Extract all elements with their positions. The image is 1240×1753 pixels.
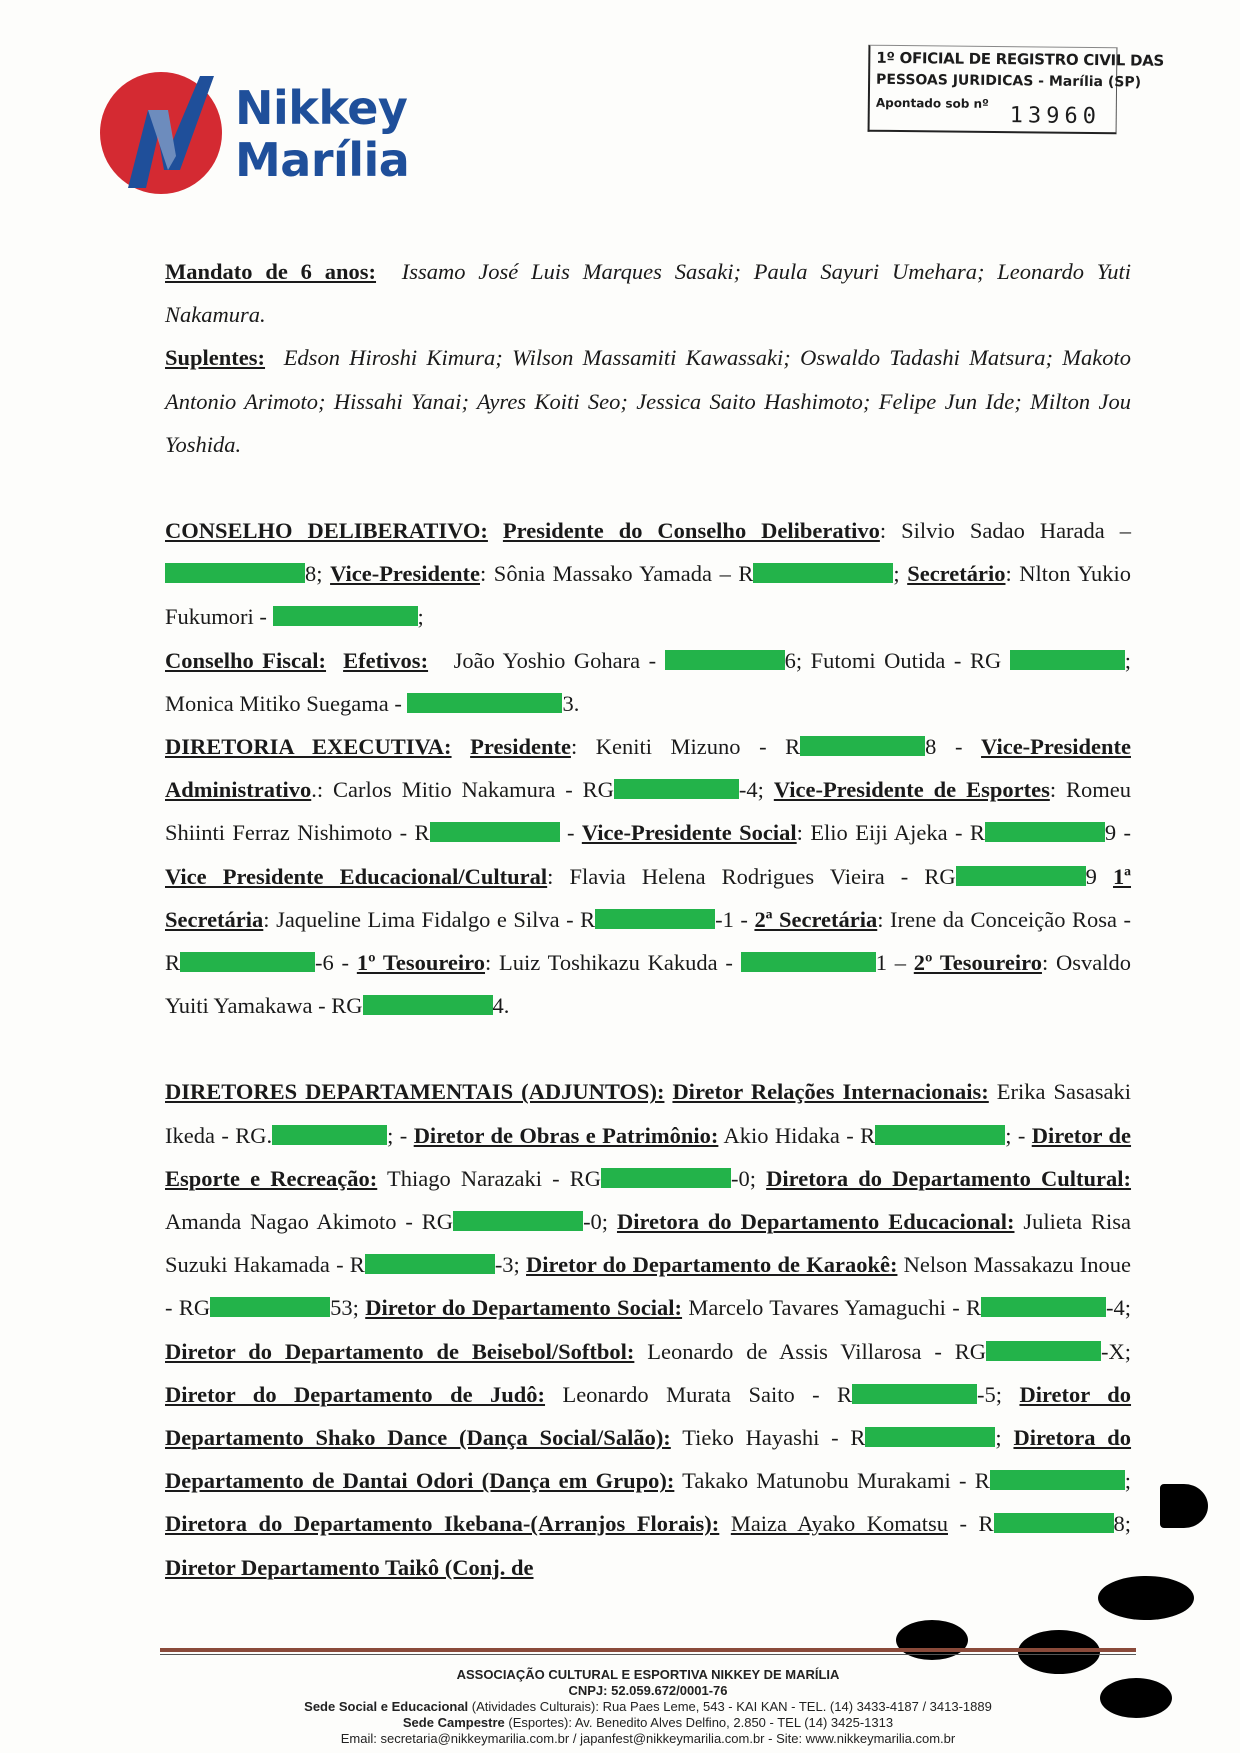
registry-stamp [868,45,1165,135]
logo-n-mark-icon [118,70,228,200]
text-fragment: -X; [1101,1338,1131,1364]
social-label: Diretor do Departamento Social: [365,1295,683,1321]
stamp-line-1: 1º OFICIAL DE REGISTRO CIVIL DAS [876,48,1165,70]
redaction-bar [753,563,893,583]
redaction-bar [986,1341,1101,1361]
esporte-label: Diretor de Esporte e Recreação: [165,1122,1132,1191]
departamentais-paragraph [165,1070,1131,1588]
text-fragment: 9 - [1104,820,1131,846]
text-fragment: - [566,820,575,846]
footer-sede-social [160,1699,1136,1715]
text-fragment: Marcelo Tavares Yamaguchi - R [688,1295,982,1321]
footer-cnpj: CNPJ: 52.059.672/0001-76 [568,1683,728,1698]
text-fragment: : Elio Eiji Ajeka - R [796,820,985,846]
text-fragment: ; [1124,1468,1131,1494]
text-fragment: ; - [387,1122,408,1148]
redaction-bar [180,952,315,972]
text-fragment: ; [417,604,424,630]
text-fragment: : Luiz Toshikazu Kakuda - [485,950,733,976]
text-fragment: -6 - [315,950,350,976]
text-fragment: .: Carlos Mitio Nakamura - RG [311,777,614,803]
sec1-label: 1ª Secretária [165,863,1132,932]
redaction-bar [365,1254,495,1274]
text-fragment: : Osvaldo Yuiti Yamakawa - RG [165,950,1131,1019]
diretoria-paragraph [165,725,1131,1027]
text-fragment: Takako Matunobu Murakami - R [682,1468,990,1494]
text-fragment: 9 [1085,863,1097,889]
beisebol-label: Diretor do Departamento de Beisebol/Softbol: [165,1338,635,1364]
text-fragment: Nelson Massakazu Inoue - RG [165,1252,1132,1321]
logo-line-1: Nikkey [235,81,408,135]
footer-title: ASSOCIAÇÃO CULTURAL E ESPORTIVA NIKKEY DE MARÍLIA [456,1667,840,1682]
text-fragment: : Irene da Conceição Rosa - R [165,906,1131,976]
redaction-bar [430,822,560,842]
text-fragment: ; Monica Mitiko Suegama - [165,647,1132,716]
document-body [165,250,1131,1589]
text-fragment: -4; [738,777,764,803]
footer-sede-campestre [160,1715,1136,1731]
cultural-label: Diretora do Departamento Cultural: [766,1165,1132,1191]
redaction-bar [614,779,739,799]
shako-label: Diretor do Departamento Shako Dance (Dança Social/Salão): [165,1381,1132,1451]
text-fragment: 6; Futomi Outida - RG [784,647,1002,673]
vp-social-label: Vice-Presidente Social [581,820,797,846]
redaction-bar [985,822,1105,842]
sec2-label: 2ª Secretária [754,906,878,932]
dantai-label: Diretora do Departamento de Dantai Odori (Dança em Grupo): [165,1425,1132,1494]
ink-blot [1098,1576,1194,1620]
text-fragment: -5; [977,1381,1003,1407]
text-fragment: -3; [494,1252,520,1278]
rel-label: Diretor Relações Internacionais: [672,1079,989,1105]
text-fragment: Julieta Risa Suzuki Hakamada - R [165,1209,1132,1278]
diretoria-label: DIRETORIA EXECUTIVA: [165,734,452,760]
text-fragment: 53; [330,1295,359,1321]
redaction-bar [273,606,418,626]
text-fragment: Akio Hidaka - R [723,1122,876,1148]
text-fragment: 8 - [925,734,963,760]
educacional-label: Diretora do Departamento Educacional: [616,1209,1015,1235]
text-fragment: João Yoshio Gohara - [453,647,665,673]
text-fragment: ; [995,1425,1002,1451]
diretoria-presidente-label: Presidente [470,734,571,760]
tes2-label: 2º Tesoureiro [913,950,1042,976]
redaction-bar [852,1384,977,1404]
stamp-line-2: PESSOAS JURIDICAS - Marília (SP) [876,71,1142,91]
text-fragment: 8; [1113,1511,1132,1537]
text-fragment: 4. [492,993,510,1019]
text-fragment: Tieko Hayashi - R [682,1425,866,1451]
text-fragment: Leonardo Murata Saito - R [562,1381,853,1407]
footer-rule [160,1648,1136,1652]
conselho-vice-text: : Sônia Massako Yamada – R [480,561,754,587]
nikkey-marilia-logo [100,70,420,200]
conselho-secretario-label: Secretário [907,561,1006,587]
text-fragment: Erika Sasasaki Ikeda - RG. [165,1079,1132,1148]
text-fragment: -1 - [715,906,748,932]
conselho-secretario-text: : Nlton Yukio Fukumori - [165,561,1131,630]
redaction-bar [665,650,785,670]
vp-esportes-label: Vice-Presidente de Esportes [773,777,1050,803]
sede-campestre-label: Sede Campestre [402,1715,505,1730]
stamp-number: 13960 [1009,103,1102,130]
conselho-paragraph [165,509,1131,639]
ink-blot [1160,1484,1208,1528]
redaction-bar [956,866,1086,886]
text-fragment: ; [893,561,900,587]
departamentais-label: DIRETORES DEPARTAMENTAIS (ADJUNTOS): [165,1079,665,1105]
sede-social-label: Sede Social e Educacional [304,1699,469,1714]
logo-line-2: Marília [235,133,410,187]
vp-administrativo-label: Vice-Presidente Administrativo [165,734,1131,803]
footer-rule-thin [160,1654,1136,1655]
redaction-bar [875,1125,1005,1145]
redaction-bar [994,1513,1114,1533]
redaction-bar [981,1297,1106,1317]
redaction-bar [990,1470,1125,1490]
text-fragment: -4; [1106,1295,1132,1321]
tes1-label: 1º Tesoureiro [356,950,486,976]
redaction-bar [210,1297,330,1317]
text-fragment: : Flavia Helena Rodrigues Vieira - RG [547,863,956,889]
fiscal-label: Conselho Fiscal: [165,647,327,673]
text-fragment: ; - [1005,1122,1026,1148]
taiko-label: Diretor Departamento Taikô (Conj. de [165,1554,534,1580]
logo-text [235,82,409,186]
redaction-bar [601,1168,731,1188]
text-fragment: 1 – [875,950,906,976]
mandato-text: Issamo José Luis Marques Sasaki; Paula Sayuri Umehara; Leonardo Yuti Nakamura. [165,259,1131,328]
fiscal-paragraph [165,639,1131,725]
text-fragment: - R [947,1511,994,1537]
conselho-label: CONSELHO DELIBERATIVO: [165,518,488,544]
text-fragment: 8; [305,561,323,587]
redaction-bar [865,1427,995,1447]
redaction-bar [165,563,305,583]
text-fragment: -0; [731,1165,756,1191]
redaction-bar [595,909,715,929]
text-fragment: : Jaqueline Lima Fidalgo e Silva - R [263,906,596,932]
sede-campestre-text: (Esportes): Av. Benedito Alves Delfino, 2.850 - TEL (14) 3425-1313 [508,1715,894,1730]
sede-social-text: (Atividades Culturais): Rua Paes Leme, 543 - KAI KAN - TEL. (14) 3433-4187 / 3413-1889 [471,1699,992,1714]
karaoke-label: Diretor do Departamento de Karaokê: [526,1252,898,1278]
mandato-label: Mandato de 6 anos: [165,259,377,284]
text-fragment: Amanda Nagao Akimoto - RG [165,1209,454,1235]
suplentes-text: Edson Hiroshi Kimura; Wilson Massamiti Kawassaki; Oswaldo Tadashi Matsura; Makoto Antonio Arimoto; Hissahi Yanai; Ayres Koiti Seo; Jessica Saito Hashimoto; Felipe Jun Ide; Milton Jou Yoshida. [165,345,1131,457]
vp-educacional-label: Vice Presidente Educacional/Cultural [165,863,548,889]
redaction-bar [453,1211,583,1231]
suplentes-paragraph [165,336,1131,466]
text-fragment: -0; [583,1209,609,1235]
ikebana-name: Maiza Ayako Komatsu [730,1511,948,1537]
judo-label: Diretor do Departamento de Judô: [165,1381,546,1407]
redaction-bar [407,693,562,713]
footer-contact: Email: secretaria@nikkeymarilia.com.br / japanfest@nikkeymarilia.com.br - Site: www.nikkeymarilia.com.br [340,1731,956,1746]
redaction-bar [272,1125,387,1145]
ikebana-label: Diretora do Departamento Ikebana-(Arranjos Florais): [165,1511,720,1537]
conselho-vice-label: Vice-Presidente [330,561,481,587]
text-fragment: Leonardo de Assis Villarosa - RG [647,1338,986,1364]
conselho-presidente-text: : Silvio Sadao Harada – [879,518,1131,544]
conselho-presidente-label: Presidente do Conselho Deliberativo [502,518,880,544]
text-fragment: 3. [562,690,580,716]
redaction-bar [1010,650,1125,670]
text-fragment: Thiago Narazaki - RG [386,1165,601,1191]
redaction-bar [741,952,876,972]
redaction-bar [800,736,925,756]
mandato-paragraph [165,250,1131,336]
footer [160,1667,1136,1747]
efetivos-label: Efetivos: [343,647,429,673]
text-fragment: : Romeu Shiinti Ferraz Nishimoto - R [165,777,1131,846]
obras-label: Diretor de Obras e Patrimônio: [413,1122,719,1148]
suplentes-label: Suplentes: [165,345,266,371]
text-fragment: : Keniti Mizuno - R [570,734,801,760]
stamp-line-3: Apontado sob nº [875,95,989,111]
redaction-bar [363,995,493,1015]
